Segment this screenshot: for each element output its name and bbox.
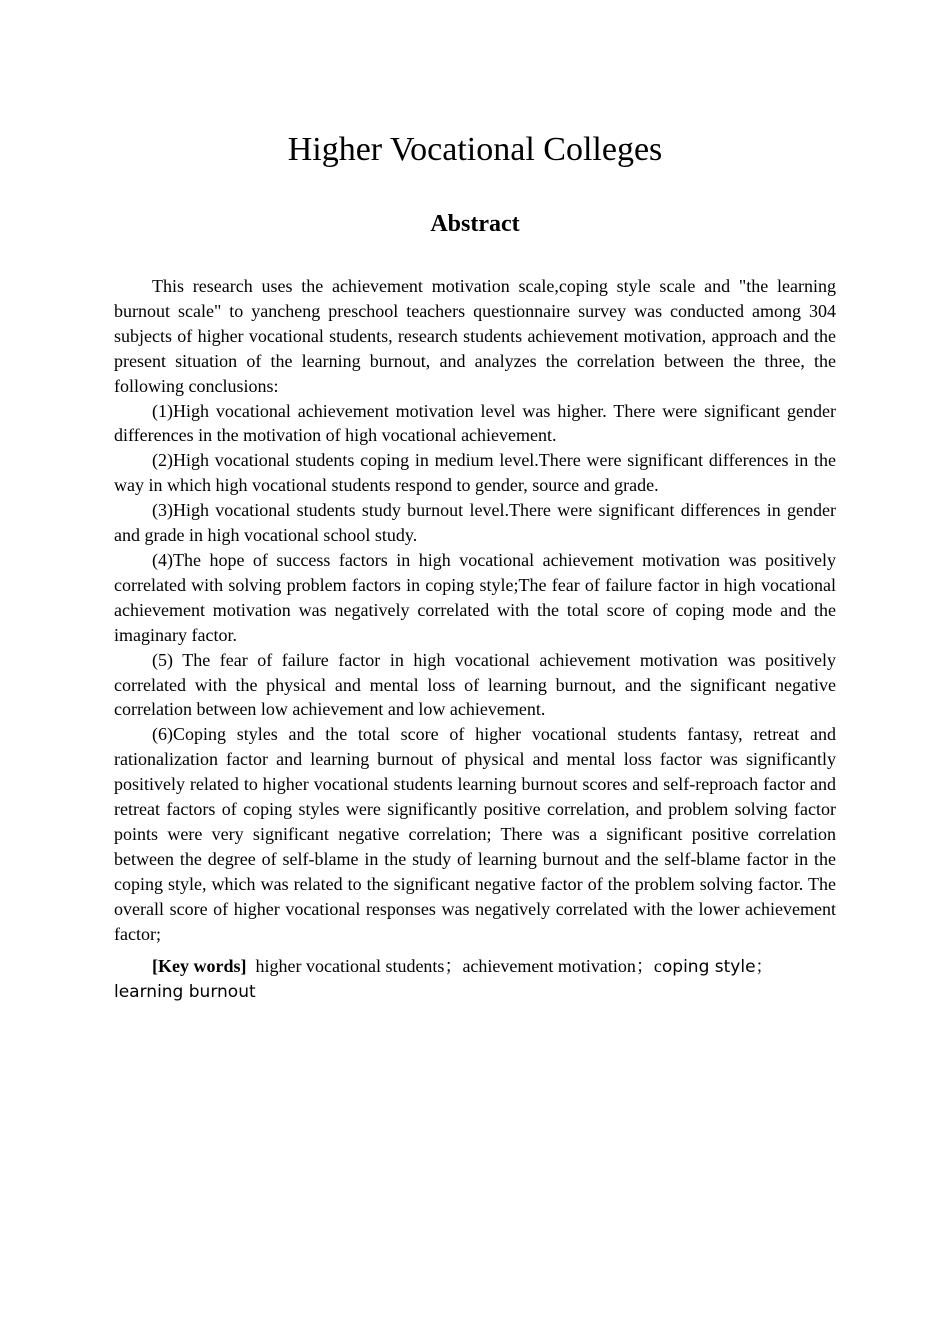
conclusion-6: (6)Coping styles and the total score of higher vocational students fantasy, retreat and rationalization factor and learning burnout of physical and mental loss factor was significantly positively related to higher vocational students learning burnout scores and self-reproach factor and retreat factors of coping styles were significantly positive correlation, and problem solving factor points were very significant negative correlation; There was a significant positive correlation between the degree of self-blame in the study of learning burnout and the self-blame factor in the coping style, which was related to the significant negative factor of the problem solving factor. The overall score of higher vocational responses was negatively correlated with the lower achievement factor;: [114, 724, 836, 944]
conclusion-4: (4)The hope of success factors in high vocational achievement motivation was positively correlated with solving problem factors in coping style;The fear of failure factor in high vocational achievement motivation was negatively correlated with the total score of coping mode and the imaginary factor.: [114, 549, 836, 645]
abstract-body: [114, 274, 836, 1004]
keywords-label: [Key words]: [152, 956, 247, 977]
conclusion-1: (1)High vocational achievement motivation level was higher. There were significant gender differences in the motivation of high vocational achievement.: [114, 400, 836, 446]
abstract-paragraph-intro: This research uses the achievement motivation scale,coping style scale and "the learning burnout scale" to yancheng preschool teachers questionnaire survey was conducted among 304 subjects of higher vocational students, research students achievement motivation, approach and the present situation of the learning burnout, and analyzes the correlation between the three, the following conclusions:: [114, 276, 836, 396]
conclusion-5: (5) The fear of failure factor in high vocational achievement motivation was positively correlated with the physical and mental loss of learning burnout, and the significant negative correlation between low achievement and low achievement.: [114, 649, 836, 720]
abstract-heading: Abstract: [430, 211, 520, 237]
keywords-line: [114, 954, 836, 1004]
conclusion-2: (2)High vocational students coping in medium level.There were significant differences in the way in which high vocational students respond to gender, source and grade.: [114, 450, 836, 496]
document-title: Higher Vocational Colleges: [287, 131, 663, 168]
keywords-list-serif: higher vocational students；achievement motivation；c: [255, 956, 662, 977]
conclusion-3: (3)High vocational students study burnout level.There were significant differences in gender and grade in high vocational school study.: [114, 500, 836, 546]
keywords-list-sans: oping style；learning burnout: [114, 957, 773, 1003]
